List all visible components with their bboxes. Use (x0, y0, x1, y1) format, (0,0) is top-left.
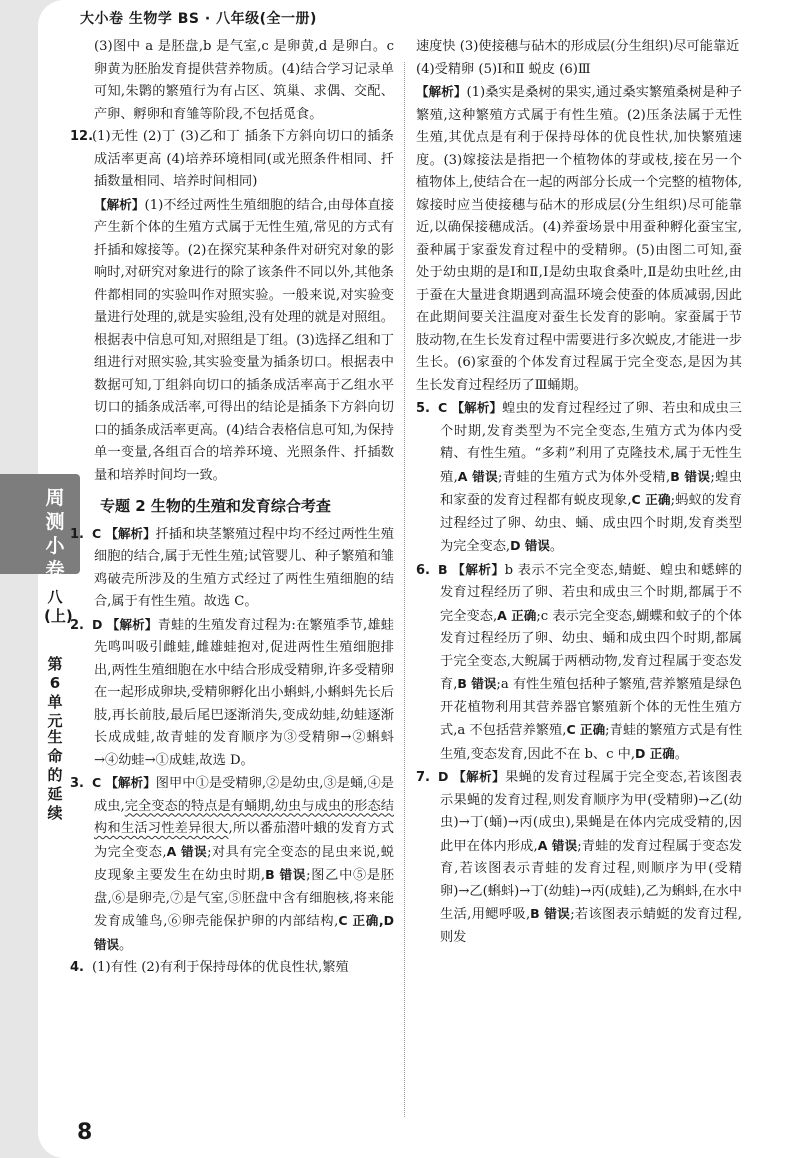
q7-block (416, 766, 742, 949)
q5-number: 5. (416, 401, 430, 416)
q12-answer-text: (1)无性 (2)丁 (3)乙和丁 插条下方斜向切口的插条成活率更高 (4)培养环境相同(或光照条件相同、扦插数量相同、培养时间相同) (92, 129, 394, 189)
q5-block (416, 397, 742, 559)
q4-answer-text: (1)有性 (2)有利于保持母体的优良性状,繁殖 (92, 960, 349, 975)
q6-d-result: D 正确 (635, 745, 675, 761)
q3-analysis-tag: 【解析】 (105, 775, 156, 790)
q12-analysis-tag: 【解析】 (94, 196, 145, 212)
right-column (416, 36, 742, 949)
side-tab (0, 474, 80, 574)
q5-answer: C (438, 400, 448, 415)
q3-block (70, 772, 394, 957)
q7-number: 7. (416, 770, 430, 785)
q1-analysis-tag: 【解析】 (105, 525, 156, 541)
q12-number: 12. (70, 129, 94, 144)
q12-answer (70, 126, 394, 194)
q4-block (70, 957, 394, 980)
q7-answer: D (438, 769, 449, 784)
q1-block (70, 523, 394, 614)
q2-analysis-tag: 【解析】 (106, 616, 158, 632)
q4-answer-cont2: (4)受精卵 (5)Ⅰ和Ⅱ 蜕皮 (6)Ⅲ (416, 61, 591, 77)
q6-b-result: B 错误 (457, 676, 497, 691)
q3-cd-result: C 正确,D 错误 (94, 913, 394, 952)
q3-b-wrong: B 错误 (265, 867, 307, 882)
q3-explanation-b: ,所以番茄潜叶蛾的发育方式为完全变态, (94, 821, 394, 860)
q5-end: 。 (549, 539, 564, 554)
q5-explanation-b: ;青蛙的生殖方式为体外受精, (498, 469, 671, 485)
q6-block (416, 559, 742, 767)
q4-number: 4. (70, 960, 84, 975)
q3-number: 3. (70, 776, 84, 791)
q3-explanation-a: 图甲中①是受精卵,②是幼虫,③是蛹,④是成虫, (94, 776, 394, 814)
q5-explanation-a: 蝗虫的发育过程经过了卵、若虫和成虫三个时期,发育类型为不完全变态,生殖方式为体内受精、有性生殖。“多莉”利用了克隆技术,属于无性生殖, (440, 401, 742, 485)
q5-explanation-d: ;蚂蚁的发育过程经过了卵、幼虫、蛹、成虫四个时期,发育类型为完全变态, (440, 493, 742, 554)
q2-explanation: 青蛙的生殖发育过程为:在繁殖季节,雄蛙先鸣叫吸引雌蛙,雌雄蛙抱对,促进两性生殖细胞排出,两性生殖细胞在水中结合形成受精卵,许多受精卵在一起形成卵块,受精卵孵化出小蝌蚪,小蝌蚪先长后肢,再长前肢,最后尾巴逐渐消失,变成幼蛙,幼蛙逐渐长成成蛙,故青蛙的发育顺序为③受精卵→②蝌蚪→④幼蛙→①成蛙,故选 D。 (94, 617, 394, 768)
left-column (70, 36, 394, 980)
q2-number: 2. (70, 617, 84, 633)
q7-b-result: B 错误 (530, 906, 571, 921)
q1-explanation: 扦插和块茎繁殖过程中均不经过两性生殖细胞的结合,属于无性生殖;试管婴儿、种子繁殖和雏鸡破壳所涉及的生殖方式经过了两性生殖细胞的结合,属于有性生殖。故选 C。 (94, 526, 394, 609)
q6-a-result: A 正确 (497, 607, 537, 623)
q3-a-wrong: A 错误 (166, 843, 208, 859)
q3-wavy-highlight: 完全变态的特点是有蛹期,幼虫与成虫的形态结构和生活习性差异很大 (94, 798, 394, 836)
page-number: 8 (77, 1120, 93, 1145)
q5-b-result: B 错误 (670, 468, 711, 484)
q5-c-result: C 正确 (631, 492, 671, 507)
q3-answer: C (92, 775, 102, 790)
side-grade: 八(上) (44, 588, 73, 625)
q6-number: 6. (416, 562, 430, 578)
page-header: 大小卷 生物学 BS · 八年级(全一册) (80, 11, 317, 27)
q12-explanation (70, 194, 394, 488)
q12-explanation-text: (1)不经过两性生殖细胞的结合,由母体直接产生新个体的生殖方式属于无性生殖,常见的方式有扦插和嫁接等。(2)在探究某种条件对研究对象的影响时,对研究对象进行的除了该条件不同以外,其他条件都相同的实验叫作对照实验。一般来说,对实验变量进行处理的,就是实验组,没有处理的就是对照组。根据表中信息可知,对照组是丁组。(3)选择乙组和丁组进行对照实验,其实验变量为插条切口。根据表中数据可知,丁组斜向切口的插条成活率高于乙组水平切口的插条成活率,可得出的结论是插条下方斜向切口的插条成活率更高。(4)结合表格信息可知,为保持单一变量,各组百合的培养环境、光照条件、扦插数量和培养时间均一致。 (94, 197, 394, 483)
q3-explanation-d: ;图乙中⑤是胚盘,⑥是卵壳,⑦是气室,⑤胚盘中含有细胞核,将来能发育成雏鸟,⑥卵壳能保护卵的内部结构, (94, 868, 394, 929)
q4-answer-cont: 速度快 (3)使接穗与砧木的形成层(分生组织)尽可能靠近 (416, 39, 740, 54)
column-divider (404, 62, 405, 1117)
q5-analysis-tag: 【解析】 (451, 400, 503, 415)
q7-explanation-b: ;青蛙的发育过程属于变态发育,若该图表示青蛙的发育过程,则顺序为甲(受精卵)→乙(蝌蚪)→丁(幼蛙)→丙(成蛙),乙为蝌蚪,在水中生活,用鳃呼吸, (440, 838, 742, 922)
q6-explanation-c: ;a 有性生殖包括种子繁殖,营养繁殖是绿色开花植物利用其营养器官繁殖新个体的无性生殖方式,a 不包括营养繁殖, (440, 677, 742, 738)
q3-end: 。 (119, 937, 133, 953)
q7-explanation-c: ;若该图表示蜻蜓的发育过程,则发 (440, 907, 742, 945)
q2-block (70, 614, 394, 773)
q2-answer: D (92, 616, 103, 632)
q7-analysis-tag: 【解析】 (453, 769, 506, 784)
section-heading: 专题 2 生物的生殖和发育综合考查 (100, 497, 331, 515)
q4-analysis-tag: 【解析】 (416, 84, 467, 99)
q6-end: 。 (674, 746, 688, 762)
q7-a-result: A 错误 (537, 837, 578, 853)
q3-explanation-c: ;对具有完全变态的昆虫来说,蜕皮现象主要发生在幼虫时期, (94, 844, 394, 883)
q6-explanation-d: ;青蛙的繁殖方式是有性生殖,变态发育,因此不在 b、c 中, (440, 723, 743, 762)
q4-explanation (416, 81, 742, 397)
q6-answer: B (438, 561, 448, 577)
left-intro-paragraph: (3)图中 a 是胚盘,b 是气室,c 是卵黄,d 是卵白。c 卵黄为胚胎发育提供营养物质。(4)结合学习记录单可知,朱鹮的繁殖行为有占区、筑巢、求偶、交配、产卵、孵卵和育雏等阶段,不包括觅食。 (94, 39, 394, 122)
side-tab-label: 周测小卷 (45, 487, 65, 581)
q1-number: 1. (70, 526, 84, 542)
q4-explanation-text: (1)桑实是桑树的果实,通过桑实繁殖桑树是种子繁殖,这种繁殖方式属于有性生殖。(2)压条法属于无性生殖,其优点是有利于保持母体的优良性状,加快繁殖速度。(3)嫁接法是指把一个植物体的芽或枝,接在另一个植物体上,使结合在一起的两部分长成一个完整的植物体,嫁接时应当使接穗与砧木的形成层(分生组织)尽可能靠近,以确保接穗成活。(4)养蚕场景中用蚕种孵化蚕宝宝,蚕种属于家蚕发育过程中的受精卵。(5)由图二可知,蚕处于幼虫期的是Ⅰ和Ⅱ,Ⅰ是幼虫取食桑叶,Ⅱ是幼虫吐丝,由于蚕在大量进食期遇到高温环境会使蚕的体质减弱,因此在此期间要关注温度对蚕生长发育的影响。家蚕属于节肢动物,在生长发育过程中需要进行多次蜕皮,才能进一步生长。(6)家蚕的个体发育过程属于完全变态,是因为其生长发育过程经历了Ⅲ蛹期。 (416, 85, 742, 393)
q5-a-result: A 错误 (457, 468, 499, 484)
side-topic: 生命的延续 (47, 728, 63, 822)
q6-analysis-tag: 【解析】 (452, 561, 505, 577)
q6-explanation-a: b 表示不完全变态,蜻蜓、蝗虫和蟋蟀的发育过程经历了卵、若虫和成虫三个时期,都属于不完全变态, (440, 562, 742, 624)
q5-d-result: D 错误 (510, 538, 550, 553)
q5-explanation-c: ;蝗虫和家蚕的发育过程都有蜕皮现象, (440, 469, 742, 508)
q7-explanation-a: 果蝇的发育过程属于完全变态,若该图表示果蝇的发育过程,则发育顺序为甲(受精卵)→乙(幼虫)→丁(蛹)→丙(成虫),果蝇是在体内完成受精的,因此甲在体内形成, (440, 770, 742, 854)
q6-c-result: C 正确 (566, 722, 606, 737)
q1-answer: C (92, 525, 102, 541)
side-unit: 第6单元 (47, 655, 63, 730)
q6-explanation-b: ;c 表示完全变态,蝴蝶和蚊子的个体发育过程经历了卵、幼虫、蛹和成虫四个时期,都属于完全变态,大鲵属于两栖动物,发育过程属于变态发育, (440, 608, 742, 692)
